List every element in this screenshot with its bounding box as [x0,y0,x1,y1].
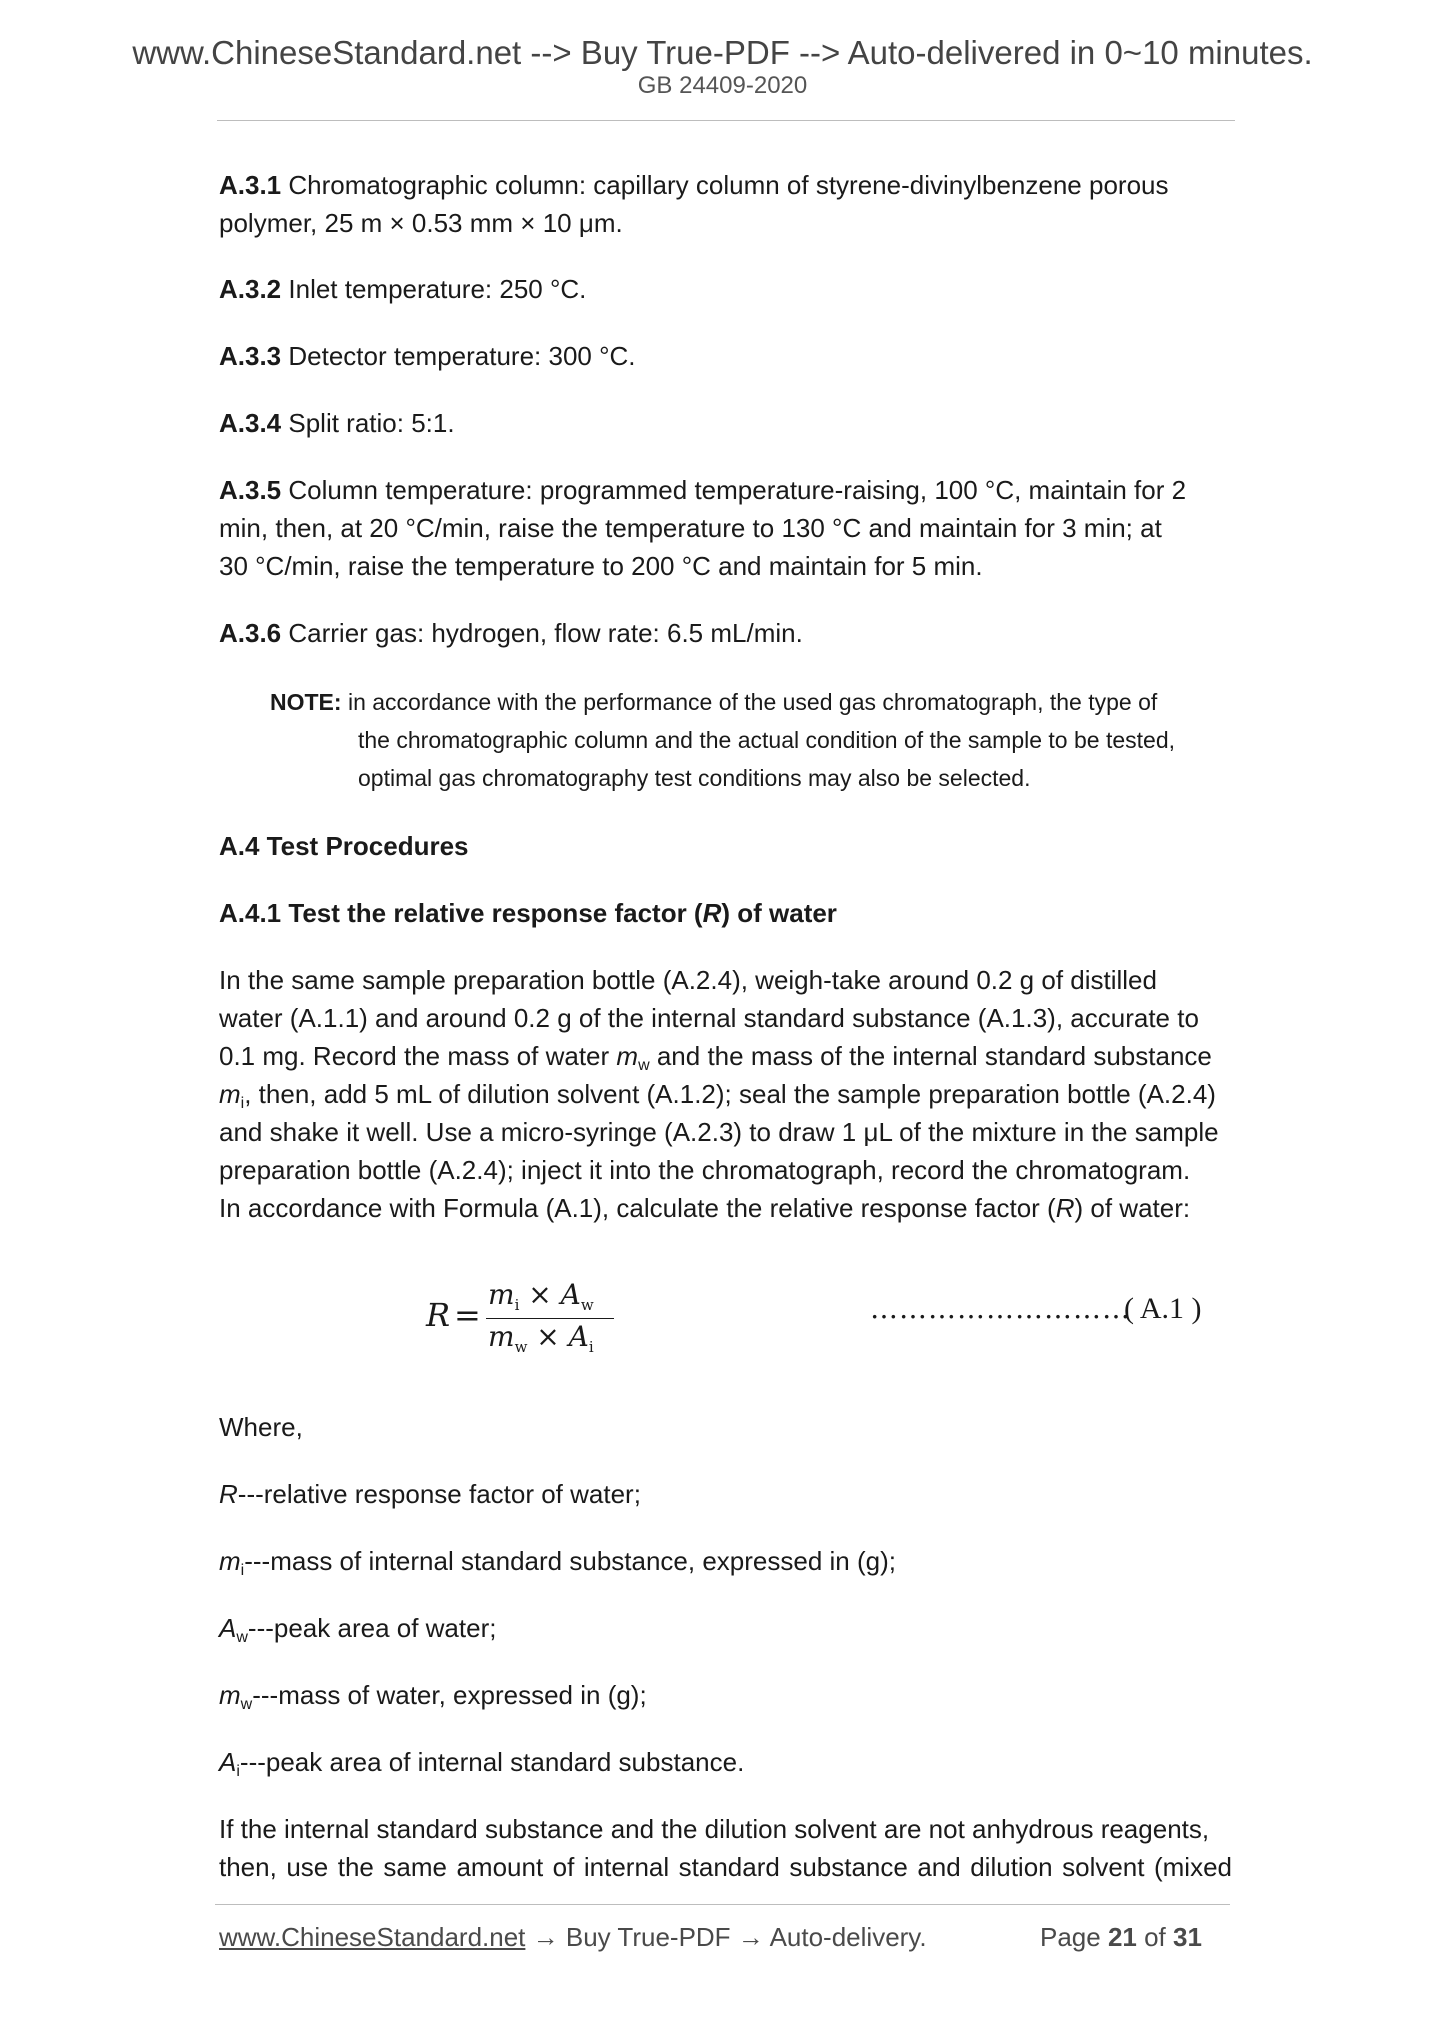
variable: R [219,1479,238,1509]
subscript: w [240,1696,253,1713]
note-block [270,683,1232,797]
body-line [219,1075,1232,1113]
subscript: w [638,1057,650,1074]
page-label: Page [1040,1922,1108,1952]
body-text: 0.1 mg. Record the mass of water [219,1041,617,1071]
note-label: NOTE: [270,689,342,715]
formula-symbol: m [488,1320,515,1353]
formula-a1 [420,1278,650,1358]
current-page: 21 [1107,1922,1137,1952]
section-heading-a4: A.4 Test Procedures [219,831,469,861]
note-line-3: optimal gas chromatography test conditions may also be selected. [358,765,1031,791]
clause-a35-line2: min, then, at 20 °C/min, raise the temperature to 130 °C and maintain for 3 min; at [219,513,1162,543]
subscript: i [240,1095,245,1112]
definition-text: ---relative response factor of water; [237,1479,641,1509]
formula-subscript: i [514,1296,520,1314]
footer-promo [219,1922,927,1953]
clause-text: Detector temperature: 300 °C. [281,341,636,371]
variable: m [219,1079,241,1109]
formula-operator: × [519,1278,561,1311]
formula-leader-dots: ……………………… [870,1292,1131,1325]
footer-text: → Buy True-PDF → Auto-delivery. [525,1922,927,1952]
formula-denominator [488,1320,594,1356]
variable: R [1055,1193,1075,1223]
tail-line-2: then, use the same amount of internal standard substance and dilution solvent (mixed [219,1852,1232,1882]
clause-number: A.3.6 [219,618,282,648]
heading-variable: R [702,898,722,928]
where-intro: Where, [219,1412,303,1442]
subsection-heading-a41 [219,894,837,932]
formula-subscript: i [588,1338,594,1356]
definition-ai [219,1743,1232,1781]
clause-number: A.3.3 [219,341,282,371]
definition-mw [219,1676,1232,1714]
note-line-2: the chromatographic column and the actual condition of the sample to be tested, [358,727,1176,753]
definition-mi [219,1542,1232,1580]
body-line: water (A.1.1) and around 0.2 g of the internal standard substance (A.1.3), accurate to [219,1003,1199,1033]
definition-text: ---peak area of internal standard substance. [239,1747,745,1777]
footer-divider [215,1904,1230,1905]
clause-text: Inlet temperature: 250 °C. [281,274,587,304]
variable: m [219,1680,241,1710]
body-line: preparation bottle (A.2.4); inject it into the chromatograph, record the chromatogram. [219,1155,1191,1185]
formula-number: ( A.1 ) [1124,1292,1202,1325]
body-text: In accordance with Formula (A.1), calculate the relative response factor ( [219,1193,1056,1223]
clause-a31 [219,166,1232,204]
formula-symbol: m [488,1278,515,1311]
variable: m [219,1546,241,1576]
clause-text: Column temperature: programmed temperature-raising, 100 °C, maintain for 2 [281,475,1187,505]
formula-numerator [488,1278,594,1314]
clause-number: A.3.5 [219,475,282,505]
clause-a36 [219,614,1232,652]
body-line: In the same sample preparation bottle (A.2.4), weigh-take around 0.2 g of distilled [219,965,1157,995]
formula-subscript: w [580,1296,594,1314]
fraction-bar [486,1318,614,1319]
subscript: w [236,1629,248,1646]
definition-aw [219,1609,1232,1647]
header-divider [217,120,1235,121]
clause-number: A.3.2 [219,274,282,304]
clause-a35 [219,471,1232,509]
formula-equals: = [454,1296,481,1334]
clause-text: Split ratio: 5:1. [281,408,455,438]
clause-a31-cont: polymer, 25 m × 0.53 mm × 10 μm. [219,208,623,238]
total-pages: 31 [1173,1922,1202,1952]
body-text: , then, add 5 mL of dilution solvent (A.1.2); seal the sample preparation bottle (A.2.4) [244,1079,1216,1109]
subscript: i [240,1562,245,1579]
clause-number: A.3.4 [219,408,282,438]
variable: A [219,1747,237,1777]
heading-text: ) of water [721,898,837,928]
formula-lhs: R [426,1296,451,1334]
clause-text: Carrier gas: hydrogen, flow rate: 6.5 mL/min. [281,618,803,648]
formula-symbol: A [568,1320,589,1353]
body-line [219,1037,1232,1075]
clause-a35-line3: 30 °C/min, raise the temperature to 200 °C and maintain for 5 min. [219,551,983,581]
body-line: and shake it well. Use a micro-syringe (A.2.3) to draw 1 μL of the mixture in the sample [219,1117,1219,1147]
header-banner: www.ChineseStandard.net --> Buy True-PDF --> Auto-delivered in 0~10 minutes. [132,34,1313,71]
variable: A [219,1613,237,1643]
body-text: and the mass of the internal standard substance [649,1041,1212,1071]
clause-a33 [219,337,1232,375]
page-indicator [1040,1922,1202,1953]
body-line [219,1189,1232,1227]
clause-a32 [219,270,1232,308]
definition-text: ---mass of water, expressed in (g); [252,1680,647,1710]
definition-text: ---peak area of water; [247,1613,497,1643]
subscript: i [236,1763,240,1780]
clause-text: Chromatographic column: capillary column of styrene-divinylbenzene porous [281,170,1169,200]
note-text: in accordance with the performance of the used gas chromatograph, the type of [341,689,1158,715]
standard-number: GB 24409-2020 [637,72,808,99]
clause-a34 [219,404,1232,442]
definition-r [219,1475,1232,1513]
clause-number: A.3.1 [219,170,282,200]
heading-text: A.4.1 Test the relative response factor ( [219,898,703,928]
formula-subscript: w [514,1338,528,1356]
body-text: ) of water: [1074,1193,1191,1223]
note-line-1 [270,683,1232,721]
definition-text: ---mass of internal standard substance, expressed in (g); [244,1546,896,1576]
tail-line-1: If the internal standard substance and the dilution solvent are not anhydrous reagents, [219,1814,1210,1844]
variable: m [616,1041,639,1071]
formula-symbol: A [560,1278,581,1311]
formula-operator: × [527,1320,569,1353]
page-of: of [1136,1922,1174,1952]
footer-site-link[interactable]: www.ChineseStandard.net [219,1922,526,1952]
